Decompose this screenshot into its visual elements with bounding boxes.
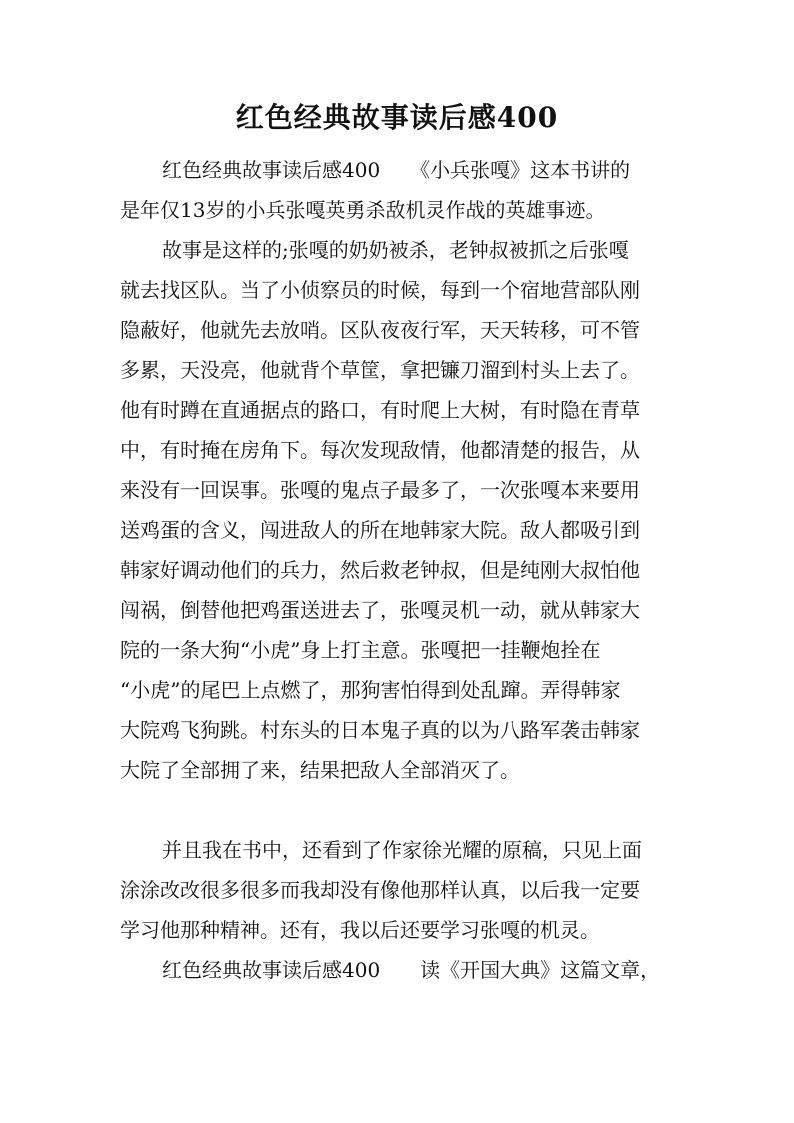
paragraph-2-line-4: 多累，天没亮，他就背个草筐，拿把镰刀溜到村头上去了。 [120,358,640,382]
paragraph-3-line-1: 并且我在书中，还看到了作家徐光耀的原稿，只见上面 [162,838,642,862]
paragraph-3-line-3: 学习他那种精神。还有，我以后还要学习张嘎的机灵。 [120,918,600,942]
article-body [120,150,680,990]
paragraph-2-line-9: 韩家好调动他们的兵力，然后救老钟叔，但是纯刚大叔怕他 [120,558,640,582]
paragraph-2-line-13: 大院鸡飞狗跳。村东头的日本鬼子真的以为八路军袭击韩家 [120,718,640,742]
paragraph-spacer [120,790,680,830]
paragraph-2-line-7: 来没有一回误事。张嘎的鬼点子最多了，一次张嘎本来要用 [120,478,640,502]
paragraph-1-line-1: 红色经典故事读后感400 《小兵张嘎》这本书讲的 [162,158,631,182]
paragraph-2-line-8: 送鸡蛋的含义，闯进敌人的所在地韩家大院。敌人都吸引到 [120,518,640,542]
page-title: 红色经典故事读后感400 [235,101,559,134]
paragraph-2-line-10: 闯祸，倒替他把鸡蛋送进去了，张嘎灵机一动，就从韩家大 [120,598,640,622]
paragraph-2-line-11: 院的一条大狗“小虎”身上打主意。张嘎把一挂鞭炮拴在 [120,638,601,662]
paragraph-2-line-1: 故事是这样的;张嘎的奶奶被杀，老钟叔被抓之后张嘎 [162,238,629,262]
paragraph-2-line-2: 就去找区队。当了小侦察员的时候，每到一个宿地营部队刚 [120,278,640,302]
paragraph-2-line-3: 隐蔽好，他就先去放哨。区队夜夜行军，天天转移，可不管 [120,318,640,342]
paragraph-2-line-14: 大院了全部拥了来，结果把敌人全部消灭了。 [120,758,520,782]
paragraph-1-line-2: 是年仅13岁的小兵张嘎英勇杀敌机灵作战的英雄事迹。 [120,198,606,222]
paragraph-4-line-1: 红色经典故事读后感400 读《开国大典》这篇文章， [162,958,661,982]
paragraph-2-line-5: 他有时蹲在直通据点的路口，有时爬上大树，有时隐在青草 [120,398,640,422]
paragraph-3-line-2: 涂涂改改很多很多而我却没有像他那样认真，以后我一定要 [120,878,640,902]
paragraph-2-line-12: “小虎”的尾巴上点燃了，那狗害怕得到处乱蹿。弄得韩家 [120,678,621,702]
paragraph-2-line-6: 中，有时掩在房角下。每次发现敌情，他都清楚的报告，从 [120,438,640,462]
